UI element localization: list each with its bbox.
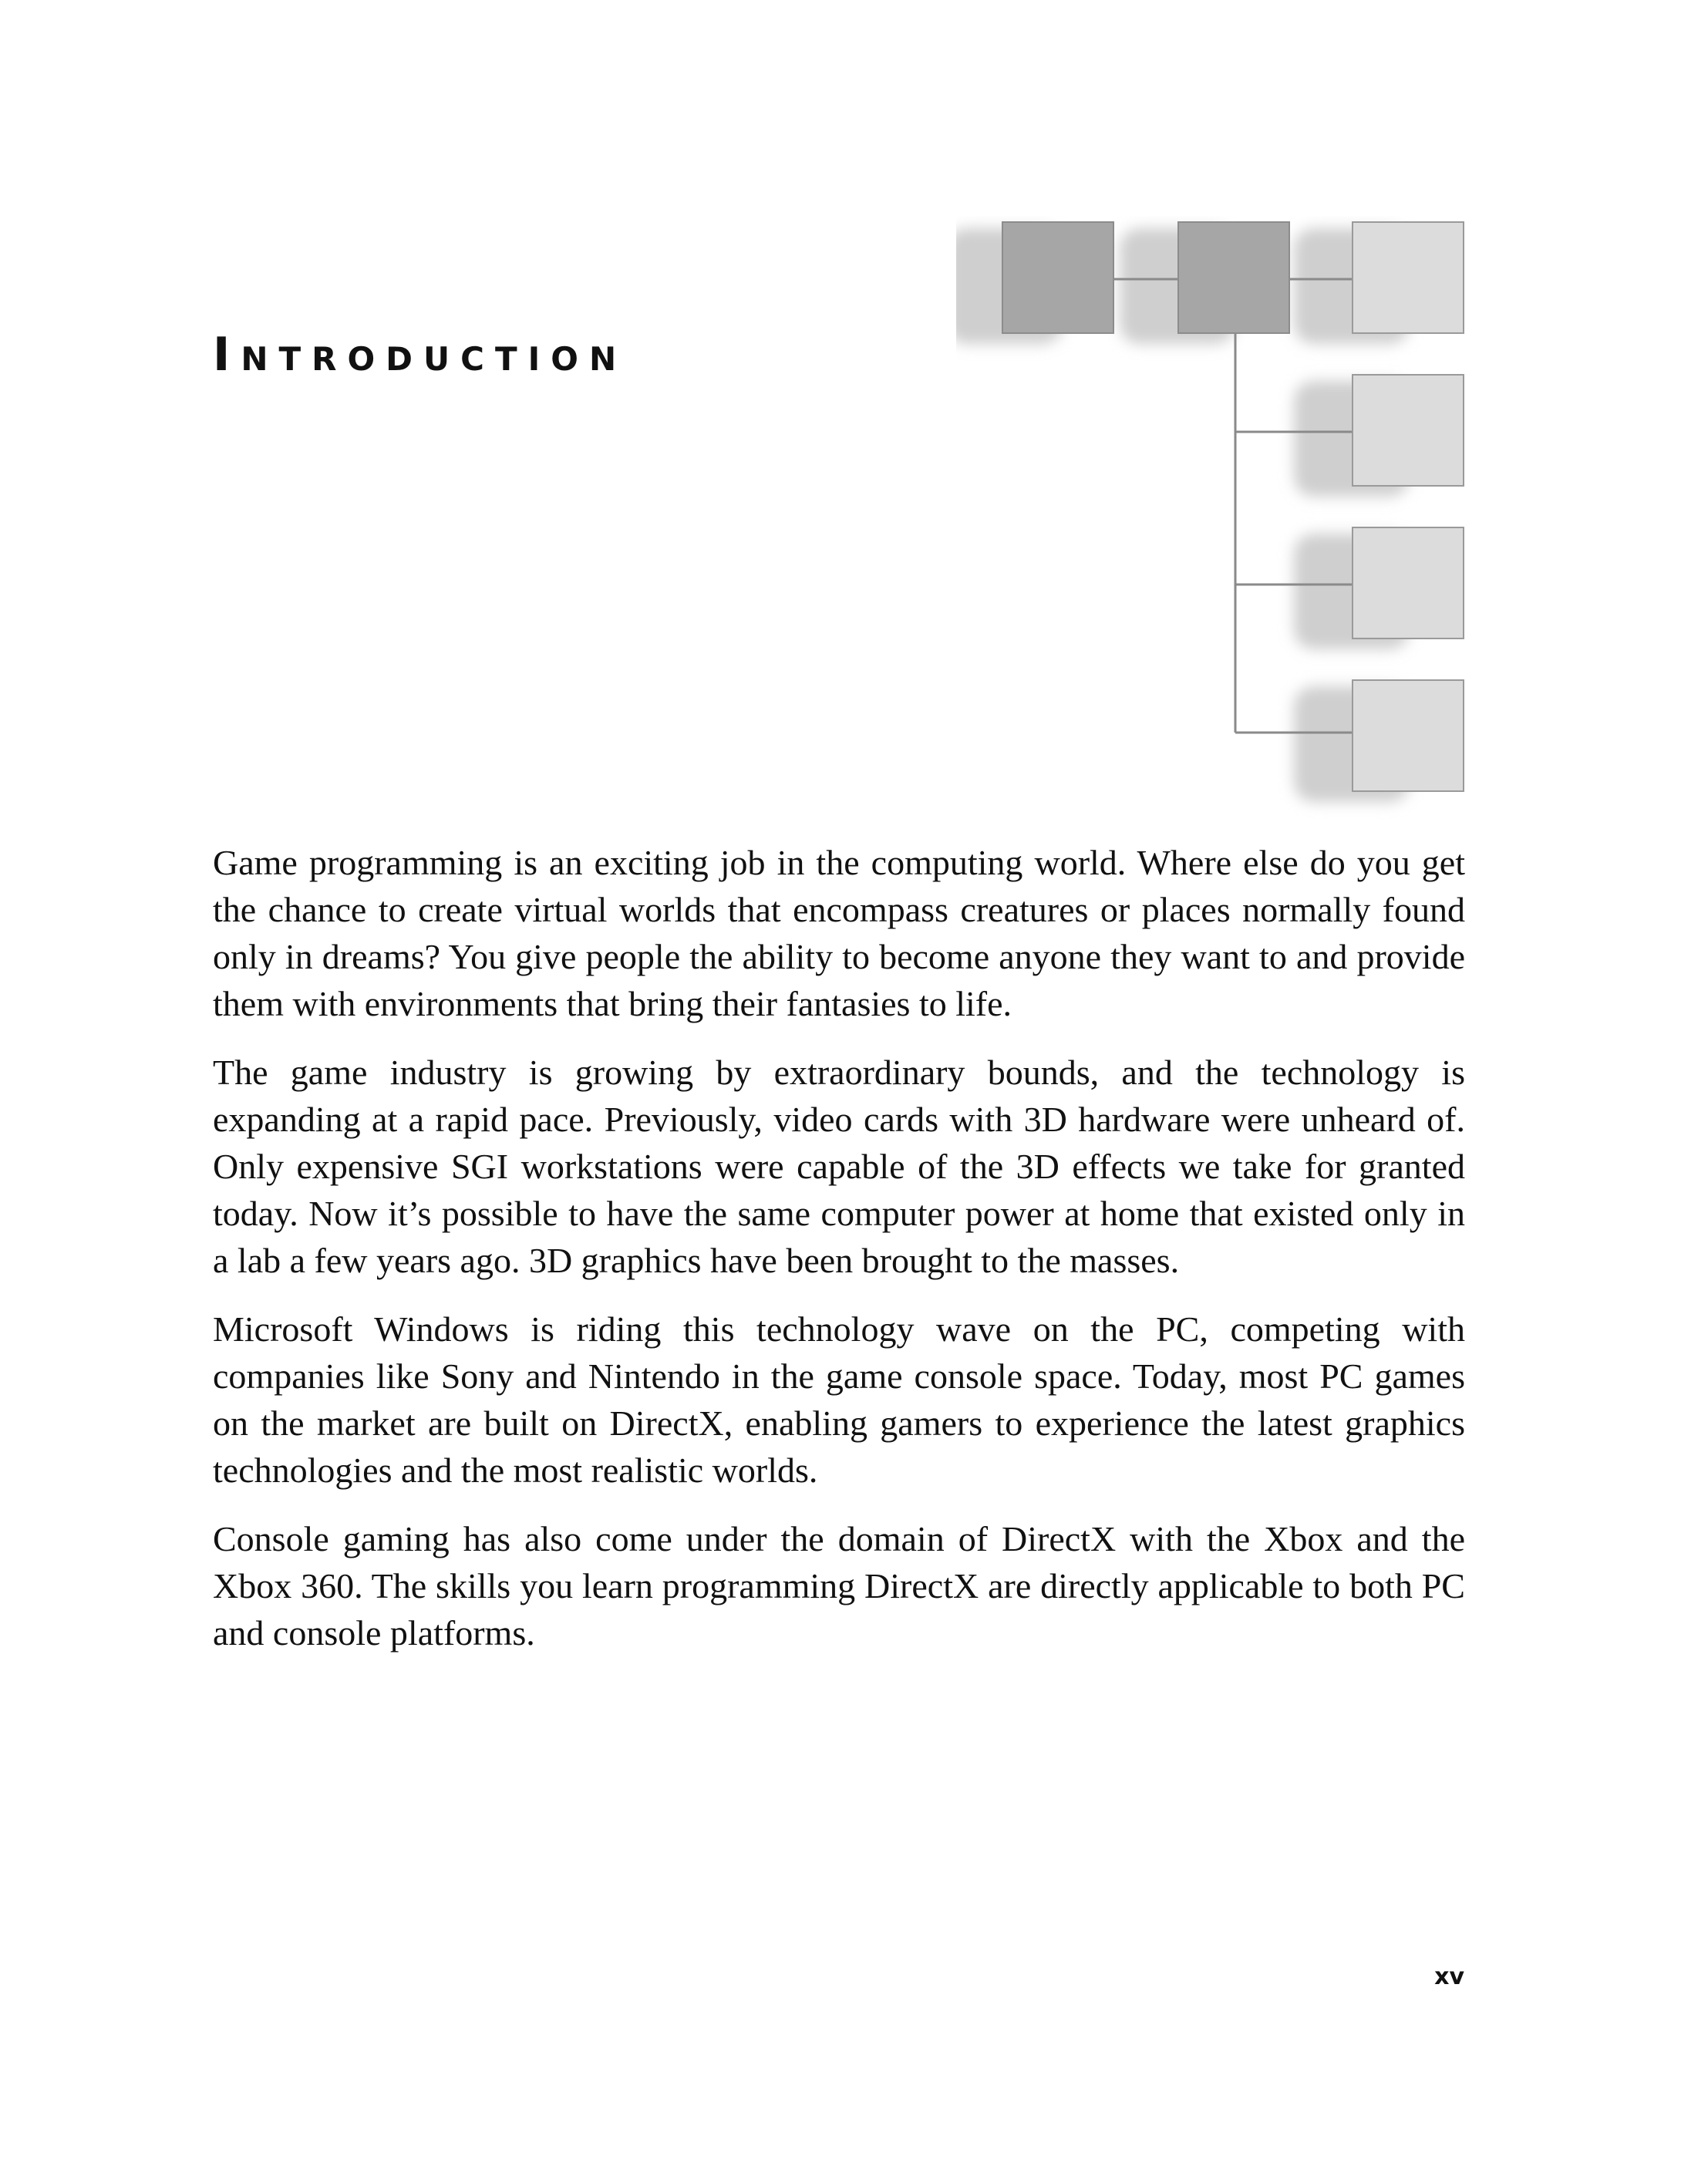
diagram-box-dark-2 <box>1178 222 1289 333</box>
page-number: xv <box>1434 1963 1464 1990</box>
chapter-title: Introduction <box>213 328 628 382</box>
paragraph-2: The game industry is growing by extraordinary bounds, and the technology is expanding at a rapid pace. Previously, video cards with 3D hardware were unheard of. Only expensive SGI workstations were capable of the 3D effects we take for granted today. Now it’s possible to have the same computer power at home that existed only in a lab a few years ago. 3D graphics have been brought to the masses. <box>213 1053 1465 1280</box>
body-text <box>213 839 1465 1678</box>
diagram-box-light-4 <box>1353 680 1464 791</box>
diagram-box-dark-1 <box>1002 222 1113 333</box>
paragraph-1: Game programming is an exciting job in the computing world. Where else do you get the chance to create virtual worlds that encompass creatures or places normally found only in dreams? You give people the ability to become anyone they want to and provide them with environments that bring their fantasies to life. <box>213 843 1465 1023</box>
diagram-box-light-1 <box>1353 222 1464 333</box>
connector-lines <box>1067 279 1353 733</box>
paragraph-3: Microsoft Windows is riding this technology wave on the PC, competing with companies like Sony and Nintendo in the game console space. Today, most PC games on the market are built on DirectX, enabling gamers to experience the latest graphics technologies and the most realistic worlds. <box>213 1309 1465 1490</box>
hierarchy-diagram-decoration <box>956 216 1481 833</box>
diagram-box-light-3 <box>1353 527 1464 638</box>
diagram-box-light-2 <box>1353 375 1464 486</box>
paragraph-4: Console gaming has also come under the domain of DirectX with the Xbox and the Xbox 360. The skills you learn programming DirectX are directly applicable to both PC and console platforms. <box>213 1519 1465 1653</box>
